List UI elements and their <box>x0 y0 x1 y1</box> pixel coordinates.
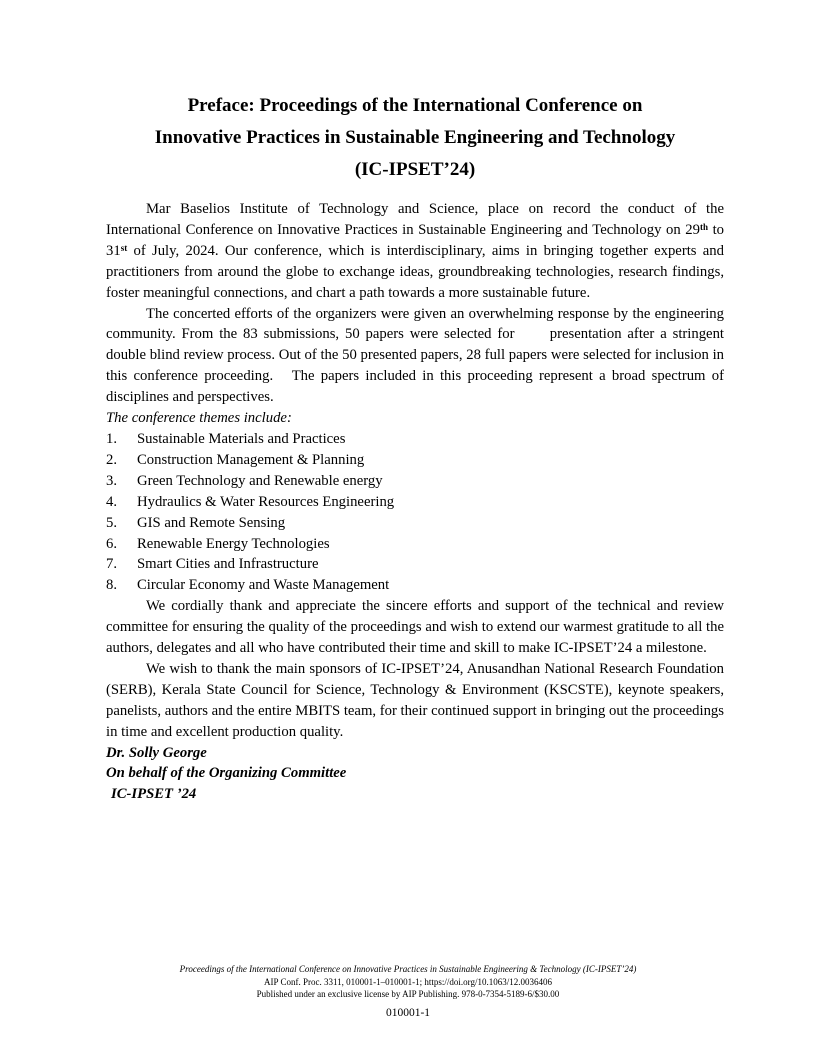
list-item-label: Sustainable Materials and Practices <box>137 430 346 447</box>
list-item <box>106 429 724 450</box>
document-body <box>106 199 724 805</box>
paragraph-thanks-sponsors: We wish to thank the main sponsors of IC-IPSET’24, Anusandhan National Research Foundation (SERB), Kerala State Council for Science, Technology & Environment (KSCSTE), keynote speakers, panelists, authors and the entire MBITS team, for their continued support in bringing out the proceedings in time and excellent production quality. <box>106 660 724 740</box>
page-title <box>106 90 724 186</box>
list-item <box>106 513 724 534</box>
ordinal-superscript: st <box>120 242 128 253</box>
page-title-line-2: Innovative Practices in Sustainable Engineering and Technology <box>154 127 676 148</box>
document-content <box>106 90 724 805</box>
paragraph-intro-text-1: Mar Baselios Institute of Technology and Science, place on record the conduct of the International Conference on Innovative Practices in Sustainable Engineering and Technology on 29 <box>106 201 724 238</box>
list-item-number: 2. <box>106 451 118 468</box>
list-item <box>106 534 724 555</box>
footer-citation-doi: AIP Conf. Proc. 3311, 010001-1–010001-1; https://doi.org/10.1063/12.0036406 <box>264 976 552 987</box>
list-item <box>106 492 724 513</box>
footer-license: Published under an exclusive license by AIP Publishing. 978-0-7354-5189-6/$30.00 <box>256 989 560 999</box>
list-item <box>106 575 724 596</box>
list-item <box>106 554 724 575</box>
list-item-label: GIS and Remote Sensing <box>137 514 286 531</box>
list-item <box>106 450 724 471</box>
list-item-label: Smart Cities and Infrastructure <box>137 556 319 573</box>
list-item-label: Circular Economy and Waste Management <box>137 577 390 594</box>
page-number: 010001-1 <box>385 1007 431 1019</box>
list-item-label: Green Technology and Renewable energy <box>137 472 383 489</box>
list-item-number: 8. <box>106 577 118 594</box>
paragraph-intro <box>106 199 724 304</box>
page-title-line-3: (IC-IPSET’24) <box>354 159 476 180</box>
list-item-label: Construction Management & Planning <box>137 451 365 468</box>
list-item-label: Renewable Energy Technologies <box>137 535 330 552</box>
signature-event: IC-IPSET ’24 <box>111 786 197 803</box>
signature-role: On behalf of the Organizing Committee <box>106 765 347 782</box>
themes-heading: The conference themes include: <box>106 410 292 427</box>
ordinal-superscript: th <box>699 221 708 232</box>
paragraph-thanks-committee: We cordially thank and appreciate the sincere efforts and support of the technical and review committee for ensuring the quality of the proceedings and wish to extend our warmest gratitude to all the authors, delegates and all who have contributed their time and skill to make IC-IPSET’24 a milestone. <box>106 598 724 657</box>
signature-name: Dr. Solly George <box>106 744 207 761</box>
footer-credits <box>0 963 816 1001</box>
paragraph-review-process: The concerted efforts of the organizers were given an overwhelming response by the engineering community. From the 83 submissions, 50 papers were selected for presentation after a stringent double blind review process. Out of the 50 presented papers, 28 full papers were selected for inclusion in this conference proceeding. The papers included in this proceeding represent a broad spectrum of disciplines and perspectives. <box>106 305 724 406</box>
themes-list <box>106 429 724 596</box>
signature-block <box>106 743 724 806</box>
list-item-number: 5. <box>106 514 118 531</box>
list-item-number: 3. <box>106 472 118 489</box>
list-item-number: 1. <box>106 430 118 447</box>
paragraph-intro-text-3: of July, 2024. Our conference, which is interdisciplinary, aims in bringing together experts and practitioners from around the globe to exchange ideas, groundbreaking technologies, research findings, foster meaningful connections, and chart a path towards a more sustainable future. <box>106 242 724 301</box>
list-item <box>106 471 724 492</box>
list-item-number: 7. <box>106 556 118 573</box>
paragraph-intro-text-2: to 31 <box>106 221 724 259</box>
list-item-label: Hydraulics & Water Resources Engineering <box>137 493 395 510</box>
list-item-number: 4. <box>106 493 118 510</box>
page-title-line-1: Preface: Proceedings of the International Conference on <box>187 95 643 116</box>
footer-proceedings-title: Proceedings of the International Conference on Innovative Practices in Sustainable Engineering & Technology (IC-IPSET’24) <box>179 964 637 974</box>
list-item-number: 6. <box>106 535 118 552</box>
